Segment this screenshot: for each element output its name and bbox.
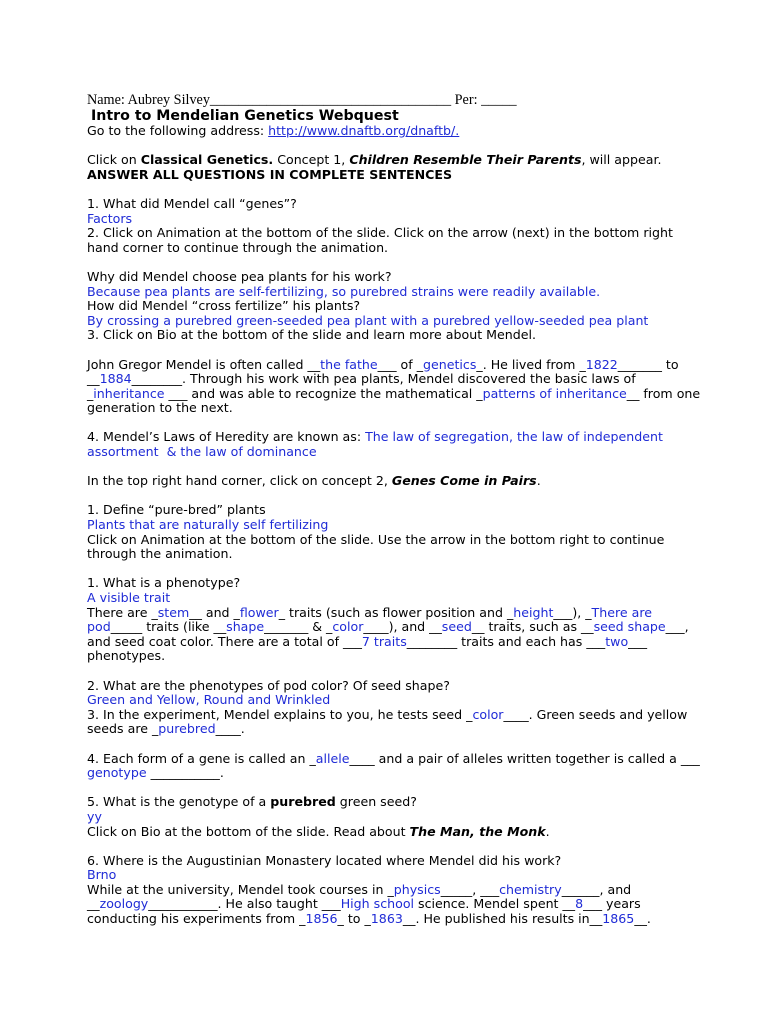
text: __. He published his results in__ [402, 911, 603, 927]
text: ________. Through his work with pea plants, Mendel discovered the basic laws of [131, 371, 636, 387]
answer: Plants that are naturally self fertilizing [87, 517, 329, 533]
fill-in-line [87, 606, 737, 621]
answer: yy [87, 808, 102, 824]
answer: High school [340, 896, 415, 912]
fill-in-line [87, 912, 737, 927]
text: John Gregor Mendel is often called __ [87, 356, 321, 372]
answer: flower [239, 604, 279, 620]
answer: 7 traits [361, 633, 407, 649]
text: ___, [665, 619, 689, 635]
question: 4. Mendel’s Laws of Heredity are known as: [87, 429, 366, 445]
answer: shape [226, 619, 265, 635]
answer: 1822 [585, 356, 618, 372]
question: 1. What is a phenotype? [87, 575, 241, 591]
text: _ [87, 385, 94, 401]
text: Click on Bio at the bottom of the slide. Read about [87, 823, 410, 839]
fill-in-line [87, 883, 737, 898]
page-title: Intro to Mendelian Genetics Webquest [91, 108, 399, 124]
answer: the fathe [320, 356, 378, 372]
answer: purebred [158, 721, 216, 737]
text: ___ of _ [377, 356, 423, 372]
text: ______, and [561, 881, 632, 897]
concept1-title: Children Resemble Their Parents [349, 152, 582, 168]
instruction: hand corner to continue through the animation. [87, 239, 389, 255]
text: ____ and a pair of alleles written together is called a ___ [349, 750, 700, 766]
instruction: Click on Animation at the bottom of the slide. Use the arrow in the bottom right to continue [87, 531, 665, 547]
address-line [87, 124, 737, 139]
instruction [87, 825, 737, 840]
text: ___________. [146, 765, 224, 781]
text: conducting his experiments from _ [87, 911, 306, 927]
answer: Brno [87, 867, 117, 883]
question [87, 795, 737, 810]
text: ___), _ [553, 604, 592, 620]
fill-in-line: phenotypes. [87, 648, 166, 664]
text: _____, ___ [440, 881, 500, 897]
text: , will appear. [581, 152, 662, 168]
text: __ traits, such as __ [471, 619, 594, 635]
text: _. He lived from _ [476, 356, 586, 372]
answer: height [513, 604, 554, 620]
text: 3. In the experiment, Mendel explains to you, he tests seed _ [87, 706, 473, 722]
text: _ to _ [337, 911, 371, 927]
answer: 1884 [99, 371, 132, 387]
answer: color [332, 619, 364, 635]
text: green seed? [335, 794, 417, 810]
intro-line [87, 153, 737, 168]
text: ________ traits and each has ___ [406, 633, 606, 649]
fill-in-line [87, 897, 737, 912]
fill-in-line [87, 358, 737, 373]
text: __ and _ [189, 604, 240, 620]
fill-in-line [87, 430, 737, 445]
text: ___________. He also taught ___ [148, 896, 341, 912]
address-prefix: Go to the following address: [87, 123, 269, 138]
answer: genotype [87, 765, 147, 781]
text: __ from one [626, 385, 701, 401]
answer: Because pea plants are self-fertilizing, so purebred strains were readily available. [87, 283, 601, 299]
question: 6. Where is the Augustinian Monastery located where Mendel did his work? [87, 852, 562, 868]
answer: There are [591, 604, 652, 620]
text: . [545, 823, 550, 839]
fill-in-line [87, 372, 737, 387]
fill-in-line: generation to the next. [87, 400, 233, 416]
answer: genetics [423, 356, 477, 372]
text: ____), and __ [363, 619, 442, 635]
fill-in-line [87, 620, 737, 635]
text: _ traits (such as flower position and _ [278, 604, 514, 620]
answer: zoology [99, 896, 149, 912]
answer: color [472, 706, 504, 722]
classical-genetics-label: Classical Genetics. [140, 152, 274, 168]
text: seeds are _ [87, 721, 159, 737]
answer: inheritance [93, 385, 165, 401]
text: Concept 1, [273, 152, 350, 168]
question: 1. Define “pure-bred” plants [87, 502, 266, 518]
text: and seed coat color. There are a total of ___ [87, 633, 362, 649]
bio-title: The Man, the Monk [409, 823, 546, 839]
answer: seed [441, 619, 472, 635]
fill-in-line [87, 708, 737, 723]
name-line: Name: Aubrey Silvey__________________________________ Per: _____ [87, 92, 517, 108]
worksheet-content [87, 92, 737, 927]
answer: stem [157, 604, 190, 620]
answer: 1856 [305, 911, 338, 927]
question: 2. What are the phenotypes of pod color? Of seed shape? [87, 677, 450, 693]
answer: chemistry [499, 881, 562, 897]
text: 5. What is the genotype of a [87, 794, 271, 810]
instruction: through the animation. [87, 546, 233, 562]
answer: 1865 [602, 911, 635, 927]
answer: physics [393, 881, 441, 897]
answer: Factors [87, 210, 133, 226]
fill-in-line [87, 752, 737, 767]
answer: allele [315, 750, 350, 766]
text: . [536, 473, 541, 489]
text: science. Mendel spent __ [414, 896, 576, 912]
answer: The law of segregation, the law of independent [365, 429, 663, 445]
fill-in-line [87, 722, 737, 737]
question: How did Mendel “cross fertilize” his plants? [87, 298, 361, 314]
text: ____. [215, 721, 245, 737]
fill-in-line [87, 387, 737, 402]
instructions-heading: ANSWER ALL QUESTIONS IN COMPLETE SENTENCES [87, 166, 453, 182]
text: _______ & _ [264, 619, 333, 635]
text: _______ to [617, 356, 679, 372]
text: Click on [87, 152, 141, 168]
answer: By crossing a purebred green-seeded pea plant with a purebred yellow-seeded pea plant [87, 312, 649, 328]
answer: seed shape [593, 619, 666, 635]
answer: patterns of inheritance [482, 385, 627, 401]
text: ___ years [583, 896, 641, 912]
text: There are _ [87, 604, 158, 620]
answer: A visible trait [87, 590, 171, 605]
text: ___ and was able to recognize the mathematical _ [164, 385, 483, 401]
text: __. [634, 911, 651, 927]
bold-term: purebred [270, 794, 336, 810]
fill-in-line [87, 635, 737, 650]
answer: two [605, 633, 629, 649]
fill-in-line [87, 766, 737, 781]
text: In the top right hand corner, click on concept 2, [87, 473, 392, 489]
text: _____ traits (like __ [110, 619, 227, 635]
instruction: 3. Click on Bio at the bottom of the slide and learn more about Mendel. [87, 327, 536, 343]
answer: Green and Yellow, Round and Wrinkled [87, 692, 331, 708]
question: 1. What did Mendel call “genes”? [87, 195, 297, 211]
text: ___ [628, 633, 648, 649]
text: ____. Green seeds and yellow [503, 706, 688, 722]
answer: 1863 [370, 911, 403, 927]
question: Why did Mendel choose pea plants for his work? [87, 268, 392, 284]
answer: pod [87, 619, 111, 635]
text: While at the university, Mendel took courses in _ [87, 881, 394, 897]
text: 4. Each form of a gene is called an _ [87, 750, 316, 766]
answer: 8 [575, 896, 584, 912]
text: __ [87, 896, 100, 912]
address-link[interactable]: http://www.dnaftb.org/dnaftb/. [268, 123, 460, 138]
text: __ [87, 371, 100, 387]
instruction [87, 474, 737, 489]
instruction: 2. Click on Animation at the bottom of the slide. Click on the arrow (next) in the bottom right [87, 225, 673, 241]
answer: assortment & the law of dominance [87, 444, 317, 460]
concept2-title: Genes Come in Pairs [391, 473, 537, 489]
